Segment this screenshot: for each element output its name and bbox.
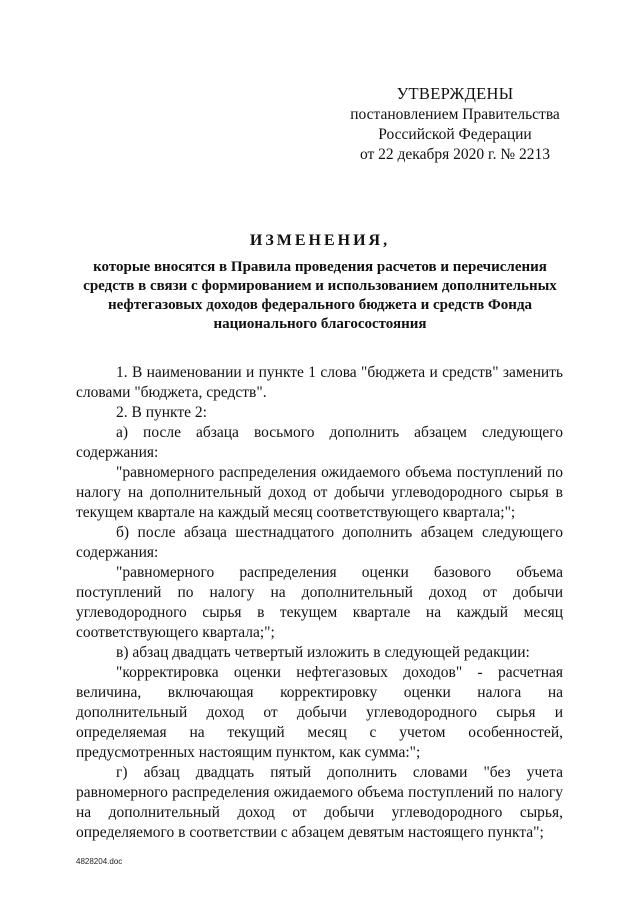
paragraph-7: в) абзац двадцать четвертый изложить в следующей редакции: [116, 644, 530, 661]
paragraph-8: "корректировка оценки нефтегазовых доходов" - расчетная величина, включающая корректировку оценки налога на дополнительный доход от добычи углеводородного сырья и определяемая на текущий месяц с учетом особенностей, предусмотренных настоящим пунктом, как сумма:"; [76, 664, 563, 761]
approval-line-2: Российской Федерации [378, 126, 532, 143]
document-file-code: 4828204.doc [76, 857, 123, 866]
approval-title: УТВЕРЖДЕНЫ [396, 84, 514, 103]
paragraph-1: 1. В наименовании и пункте 1 слова "бюджета и средств" заменить словами "бюджета, средств". [76, 364, 563, 401]
document-subheading: которые вносятся в Правила проведения расчетов и перечисления средств в связи с формированием и использованием дополнительных нефтегазовых доходов федерального бюджета и средств Фонда национального благосостояния [83, 259, 557, 332]
document-body [76, 363, 563, 843]
paragraph-2: 2. В пункте 2: [116, 404, 207, 421]
paragraph-4: "равномерного распределения ожидаемого объема поступлений по налогу на дополнительный доход от добычи углеводородного сырья в текущем квартале на каждый месяц соответствующего квартала;"; [76, 464, 563, 521]
document-heading: ИЗМЕНЕНИЯ, [249, 232, 391, 249]
approval-line-3: от 22 декабря 2020 г. № 2213 [359, 146, 551, 163]
approval-block [330, 84, 580, 165]
paragraph-6: "равномерного распределения оценки базового объема поступлений по налогу на дополнительный доход от добычи углеводородного сырья в текущем квартале на каждый месяц соответствующего квартала;"; [76, 564, 563, 641]
paragraph-5: б) после абзаца шестнадцатого дополнить абзацем следующего содержания: [76, 524, 563, 561]
approval-line-1: постановлением Правительства [350, 106, 560, 123]
paragraph-9: г) абзац двадцать пятый дополнить словами "без учета равномерного распределения ожидаемого объема поступлений по налогу на дополнительный доход от добычи углеводородного сырья, определяемого в соответствии с абзацем девятым настоящего пункта"; [76, 764, 563, 841]
paragraph-3: а) после абзаца восьмого дополнить абзацем следующего содержания: [76, 424, 563, 461]
